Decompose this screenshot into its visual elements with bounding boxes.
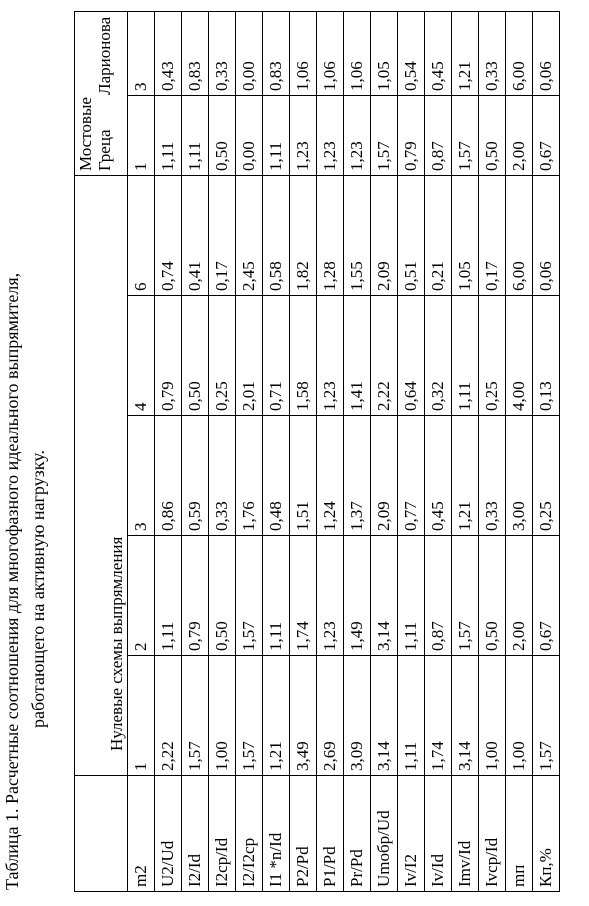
table-cell: 1,05 (371, 11, 398, 95)
table-cell: 1,55 (344, 175, 371, 295)
table-cell: 0,13 (533, 296, 560, 416)
row-label: Iv/Id (425, 776, 452, 892)
table-cell: 0,50 (209, 95, 236, 175)
table-cell: 3,09 (344, 656, 371, 776)
table-cell: 0,87 (425, 536, 452, 656)
table-cell: 6 (128, 175, 155, 295)
table-cell: 0,79 (182, 536, 209, 656)
table-cell: 0,77 (398, 416, 425, 536)
table-cell: 0,33 (209, 11, 236, 95)
table-row (479, 11, 506, 891)
table-row (506, 11, 533, 891)
rectifier-ratios-table (74, 11, 560, 892)
table-cell: 1,49 (344, 536, 371, 656)
table-cell: 1,21 (452, 416, 479, 536)
table-cell: 2,22 (155, 656, 182, 776)
table-row (236, 11, 263, 891)
table-cell: 1,57 (236, 536, 263, 656)
table-cell: 0,32 (425, 296, 452, 416)
row-label: U2/Ud (155, 776, 182, 892)
table-caption-line-2: работающего на активную нагрузку. (28, 450, 48, 728)
table-cell: 1,74 (425, 656, 452, 776)
table-cell: 1,06 (317, 11, 344, 95)
table-cell: 1,76 (236, 416, 263, 536)
table-cell: 2,01 (236, 296, 263, 416)
bridge-larionova-label: Ларионова (95, 16, 114, 95)
table-cell: 6,00 (506, 11, 533, 95)
table-cell: 2,69 (317, 656, 344, 776)
table-cell: 1,11 (398, 536, 425, 656)
table-cell: 0,71 (263, 296, 290, 416)
row-label: Кп,% (533, 776, 560, 892)
table-cell: 1,11 (263, 95, 290, 175)
header-empty-cell (75, 776, 128, 892)
table-cell: 0,64 (398, 296, 425, 416)
table-row (209, 11, 236, 891)
table-cell: 1,57 (452, 536, 479, 656)
bridge-greca-label: Греца (95, 129, 114, 171)
table-cell: 0,74 (155, 175, 182, 295)
table-cell: 0,48 (263, 416, 290, 536)
table-row (425, 11, 452, 891)
table-cell: 1,82 (290, 175, 317, 295)
row-label: Iv/I2 (398, 776, 425, 892)
row-label: m2 (128, 776, 155, 892)
table-cell: 1,00 (506, 656, 533, 776)
table-cell: 1,74 (290, 536, 317, 656)
table-cell: 0,58 (263, 175, 290, 295)
table-cell: 0,50 (209, 536, 236, 656)
table-row (344, 11, 371, 891)
table-cell: 0,83 (182, 11, 209, 95)
table-cell: 1,00 (209, 656, 236, 776)
table-cell: 2,22 (371, 296, 398, 416)
table-cell: 1,05 (452, 175, 479, 295)
table-cell: 0,51 (398, 175, 425, 295)
table-cell: 1,23 (290, 95, 317, 175)
table-cell: 0,25 (533, 416, 560, 536)
table-cell: 1,06 (344, 11, 371, 95)
table-cell: 0,21 (425, 175, 452, 295)
table-cell: 0,00 (236, 95, 263, 175)
table-cell: 1,57 (371, 95, 398, 175)
table-row (155, 11, 182, 891)
row-label: Umобр/Ud (371, 776, 398, 892)
table-cell: 0,67 (533, 536, 560, 656)
table-cell: 0,25 (209, 296, 236, 416)
table-cell: 0,43 (155, 11, 182, 95)
table-cell: 3,14 (452, 656, 479, 776)
table-cell: 4,00 (506, 296, 533, 416)
table-cell: 1,00 (479, 656, 506, 776)
table-cell: 2,00 (506, 536, 533, 656)
table-cell: 1,37 (344, 416, 371, 536)
table-row (452, 11, 479, 891)
table-cell: 1,23 (317, 536, 344, 656)
table-cell: 0,67 (533, 95, 560, 175)
table-cell: 1,51 (290, 416, 317, 536)
table-cell: 3 (128, 11, 155, 95)
table-cell: 0,06 (533, 175, 560, 295)
table-cell: 0,86 (155, 416, 182, 536)
row-label: I1 *n/Id (263, 776, 290, 892)
table-cell: 1 (128, 95, 155, 175)
table-cell: 1,57 (452, 95, 479, 175)
table-cell: 0,45 (425, 416, 452, 536)
row-label: Pr/Pd (344, 776, 371, 892)
table-row (263, 11, 290, 891)
table-cell: 3,14 (371, 656, 398, 776)
table-cell: 0,17 (479, 175, 506, 295)
table-cell: 1,06 (290, 11, 317, 95)
table-cell: 1,57 (182, 656, 209, 776)
table-cell: 3,49 (290, 656, 317, 776)
table-row (317, 11, 344, 891)
table-cell: 1,23 (344, 95, 371, 175)
table-cell: 0,06 (533, 11, 560, 95)
table-cell: 1,21 (263, 656, 290, 776)
table-cell: 1,21 (452, 11, 479, 95)
row-label: Ivср/Id (479, 776, 506, 892)
table-cell: 1,23 (317, 296, 344, 416)
table-cell: 0,33 (479, 416, 506, 536)
table-cell: 0,00 (236, 11, 263, 95)
row-label: P1/Pd (317, 776, 344, 892)
table-cell: 1,57 (236, 656, 263, 776)
table-cell: 1,24 (317, 416, 344, 536)
table-cell: 1,57 (533, 656, 560, 776)
table-caption-line-1: Таблица 1. Расчетные соотношения для многофазного идеального выпрямителя, (2, 272, 22, 890)
table-cell: 1,11 (182, 95, 209, 175)
table-row (290, 11, 317, 891)
table-row (398, 11, 425, 891)
table-cell: 1,11 (155, 536, 182, 656)
table-cell: 0,79 (398, 95, 425, 175)
table-cell: 1,11 (398, 656, 425, 776)
zero-schemes-header: Нулевые схемы выпрямления (75, 175, 128, 775)
table-cell: 2,00 (506, 95, 533, 175)
table-cell: 0,83 (263, 11, 290, 95)
table-cell: 1 (128, 656, 155, 776)
table-cell: 0,17 (209, 175, 236, 295)
row-label: P2/Pd (290, 776, 317, 892)
row-label: I2ср/Id (209, 776, 236, 892)
table-row (182, 11, 209, 891)
table-row (533, 11, 560, 891)
table-cell: 2,09 (371, 175, 398, 295)
bridge-group-label: Мостовые (76, 97, 95, 171)
table-cell: 1,41 (344, 296, 371, 416)
table-cell: 3,14 (371, 536, 398, 656)
table-cell: 0,79 (155, 296, 182, 416)
table-cell: 1,28 (317, 175, 344, 295)
table-cell: 0,41 (182, 175, 209, 295)
table-cell: 1,11 (155, 95, 182, 175)
row-label: I2/Id (182, 776, 209, 892)
table-cell: 1,23 (317, 95, 344, 175)
row-label: I2/I2ср (236, 776, 263, 892)
bridge-schemes-header (75, 11, 128, 175)
table-cell: 4 (128, 296, 155, 416)
row-label: Imv/Id (452, 776, 479, 892)
table-cell: 3 (128, 416, 155, 536)
table-cell: 0,33 (209, 416, 236, 536)
table-cell: 1,11 (452, 296, 479, 416)
table-cell: 6,00 (506, 175, 533, 295)
table-cell: 1,58 (290, 296, 317, 416)
table-cell: 0,87 (425, 95, 452, 175)
table-cell: 0,59 (182, 416, 209, 536)
table-cell: 1,11 (263, 536, 290, 656)
table-cell: 0,45 (425, 11, 452, 95)
table-row (128, 11, 155, 891)
table-cell: 3,00 (506, 416, 533, 536)
table-cell: 2,45 (236, 175, 263, 295)
table-cell: 0,50 (182, 296, 209, 416)
table-cell: 2,09 (371, 416, 398, 536)
row-label: mп (506, 776, 533, 892)
table-cell: 2 (128, 536, 155, 656)
header-row (75, 11, 128, 891)
table-cell: 0,33 (479, 11, 506, 95)
table-cell: 0,50 (479, 95, 506, 175)
table-cell: 0,50 (479, 536, 506, 656)
table-row (371, 11, 398, 891)
table-cell: 0,54 (398, 11, 425, 95)
table-cell: 0,25 (479, 296, 506, 416)
